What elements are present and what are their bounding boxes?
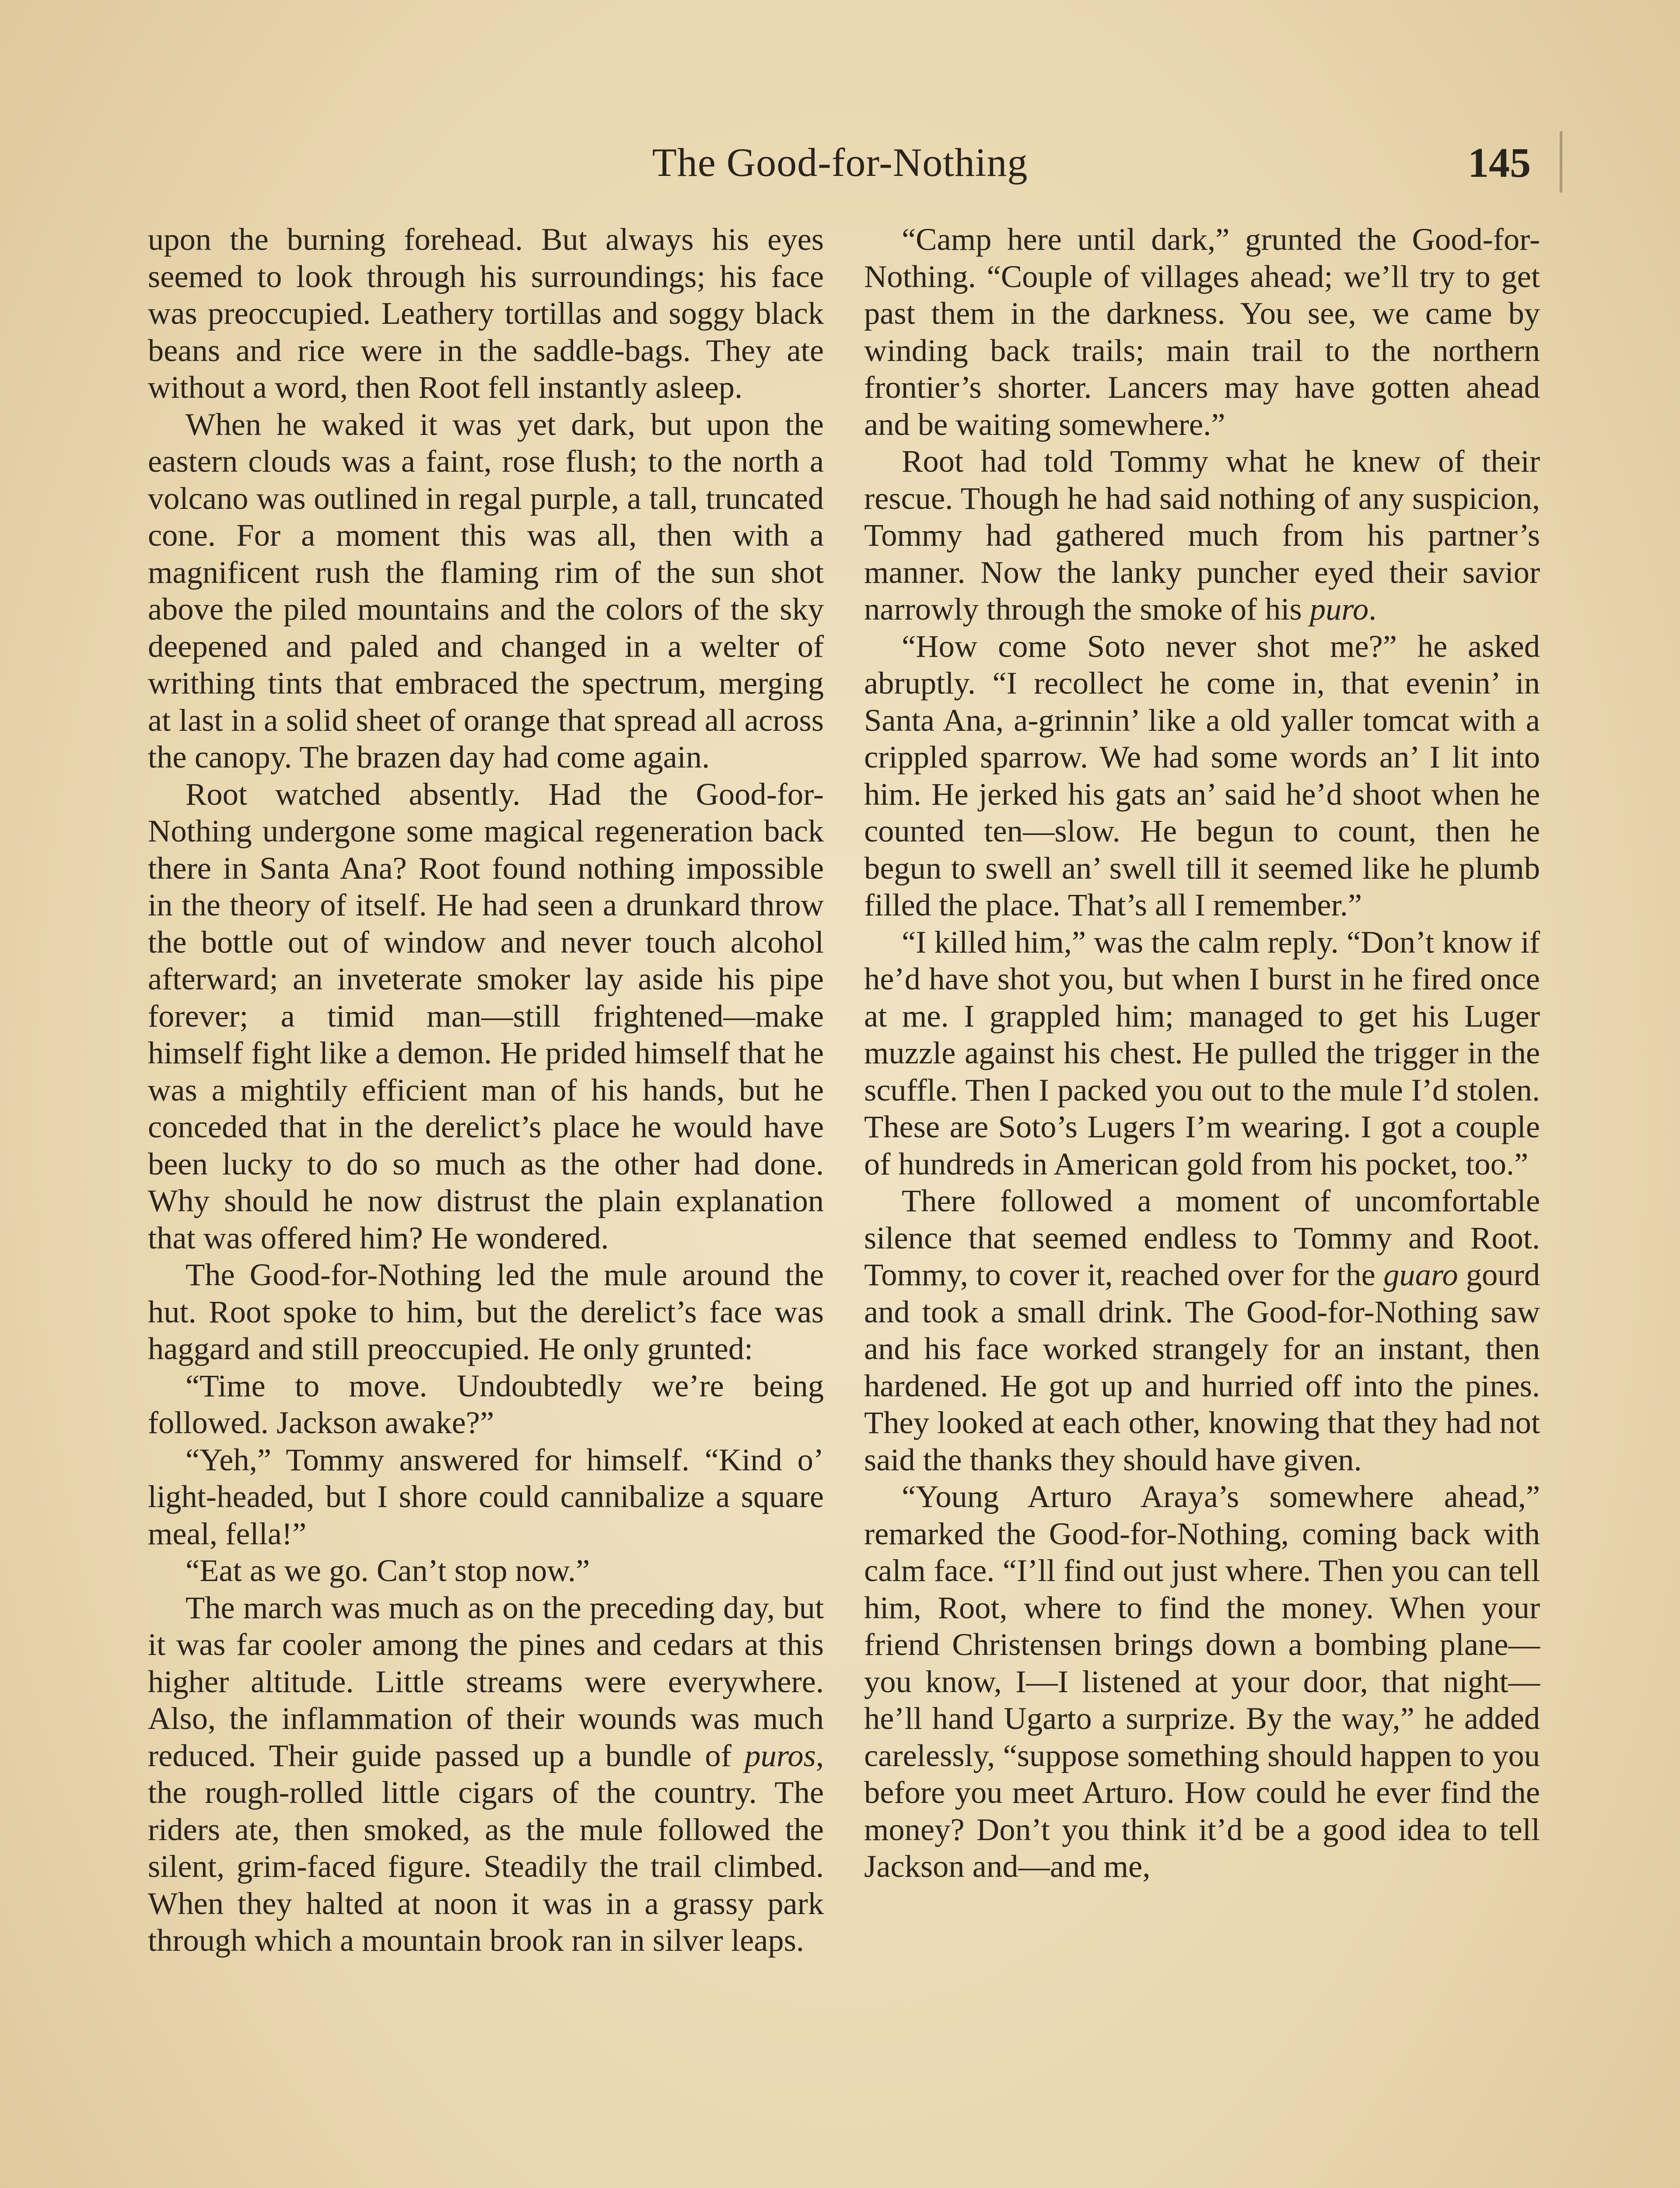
paragraph: “Yeh,” Tommy answered for himself. “Kind o’ light-headed, but I shore could cannibalize a square meal, fella!” [148,1441,824,1551]
text-run: gourd and took a small drink. The Good-for-Nothing saw and his face worked strangely for an instant, then hardened. He got up and hurried off into the pines. They looked at each other, knowing that they had not said the thanks they should have given. [864,1257,1540,1477]
text-run: There followed a moment of uncomfortable silence that seemed endless to Tommy and Root. Tommy, to cover it, reached over for the [864,1183,1540,1292]
text-run: The march was much as on the preceding day, but it was far cooler among the pines and cedars at this higher altitude. Little streams were everywhere. Also, the inflammation of their wounds was much reduced. Their guide passed up a bundle of [148,1589,824,1773]
paragraph [864,1182,1540,1478]
italic-word: puro [1309,591,1369,627]
running-title: The Good-for-Nothing [652,140,1028,185]
paragraph: upon the burning forehead. But always his eyes seemed to look through his surroundings; his face was preoccupied. Leathery tortillas and soggy black beans and rice were in the saddle-bags. They ate without a word, then Root fell instantly asleep. [148,221,824,405]
text-run: . [1368,591,1377,627]
italic-word: guaro [1383,1257,1458,1292]
left-column [148,221,824,1959]
paragraph: “Time to move. Undoubtedly we’re being followed. Jackson awake?” [148,1368,824,1440]
paragraph: When he waked it was yet dark, but upon the eastern clouds was a faint, rose flush; to the north a volcano was outlined in regal purple, a tall, truncated cone. For a moment this was all, then with a magnificent rush the flaming rim of the sun shot above the piled mountains and the colors of the sky deepened and paled and changed in a welter of writhing tints that embraced the spectrum, merging at last in a solid sheet of orange that spread all across the canopy. The brazen day had come again. [148,406,824,775]
paragraph: The Good-for-Nothing led the mule around the hut. Root spoke to him, but the derelict’s face was haggard and still preoccupied. He only grunted: [148,1257,824,1366]
paragraph [148,1589,824,1959]
right-column [864,221,1540,1885]
paragraph: “Camp here until dark,” grunted the Good-for-Nothing. “Couple of villages ahead; we’ll try to get past them in the darkness. You see, we came by winding back trails; main trail to the northern frontier’s shorter. Lancers may have gotten ahead and be waiting somewhere.” [864,221,1540,442]
paragraph: “Eat as we go. Can’t stop now.” [186,1553,590,1588]
page-number: 145 [1468,139,1531,186]
text-run: Root had told Tommy what he knew of their rescue. Though he had said nothing of any suspicion, Tommy had gathered much from his partner’s manner. Now the lanky puncher eyed their savior narrowly through the smoke of his [864,443,1540,627]
paragraph: “I killed him,” was the calm reply. “Don’t know if he’d have shot you, but when I burst in he fired once at me. I grappled him; managed to get his Luger muzzle against his chest. He pulled the trigger in the scuffle. Then I packed you out to the mule I’d stolen. These are Soto’s Lugers I’m wearing. I got a couple of hundreds in American gold from his pocket, too.” [864,924,1540,1182]
paragraph: “How come Soto never shot me?” he asked abruptly. “I recollect he come in, that evenin’ in Santa Ana, a-grinnin’ like a old yaller tomcat with a crippled sparrow. We had some words an’ I lit into him. He jerked his gats an’ said he’d shoot when he counted ten—slow. He begun to count, then he begun to swell an’ swell till it seemed like he plumb filled the place. That’s all I remember.” [864,628,1540,922]
paragraph [864,443,1540,628]
italic-word: puros [745,1737,816,1773]
text-run: , the rough-rolled little cigars of the country. The riders ate, then smoked, as the mule followed the silent, grim-faced figure. Steadily the trail climbed. When they halted at noon it was in a grassy park through which a mountain brook ran in silver leaps. [148,1737,824,1958]
paragraph: Root watched absently. Had the Good-for-Nothing undergone some magical regeneration back there in Santa Ana? Root found nothing impossible in the theory of itself. He had seen a drunkard throw the bottle out of window and never touch alcohol afterward; an inveterate smoker lay aside his pipe forever; a timid man—still frightened—make himself fight like a demon. He prided himself that he was a mightily efficient man of his hands, but he conceded that in the derelict’s place he would have been lucky to do so much as the other had done. Why should he now distrust the plain explanation that was offered him? He wondered. [148,776,824,1255]
paragraph: “Young Arturo Araya’s somewhere ahead,” remarked the Good-for-Nothing, coming back with calm face. “I’ll find out just where. Then you can tell him, Root, where to find the money. When your friend Christensen brings down a bombing plane—you know, I—I listened at your door, that night—he’ll hand Ugarto a surprize. By the way,” he added carelessly, “suppose something should happen to you before you meet Arturo. How could he ever find the money? Don’t you think it’d be a good idea to tell Jackson and—and me, [864,1479,1540,1884]
